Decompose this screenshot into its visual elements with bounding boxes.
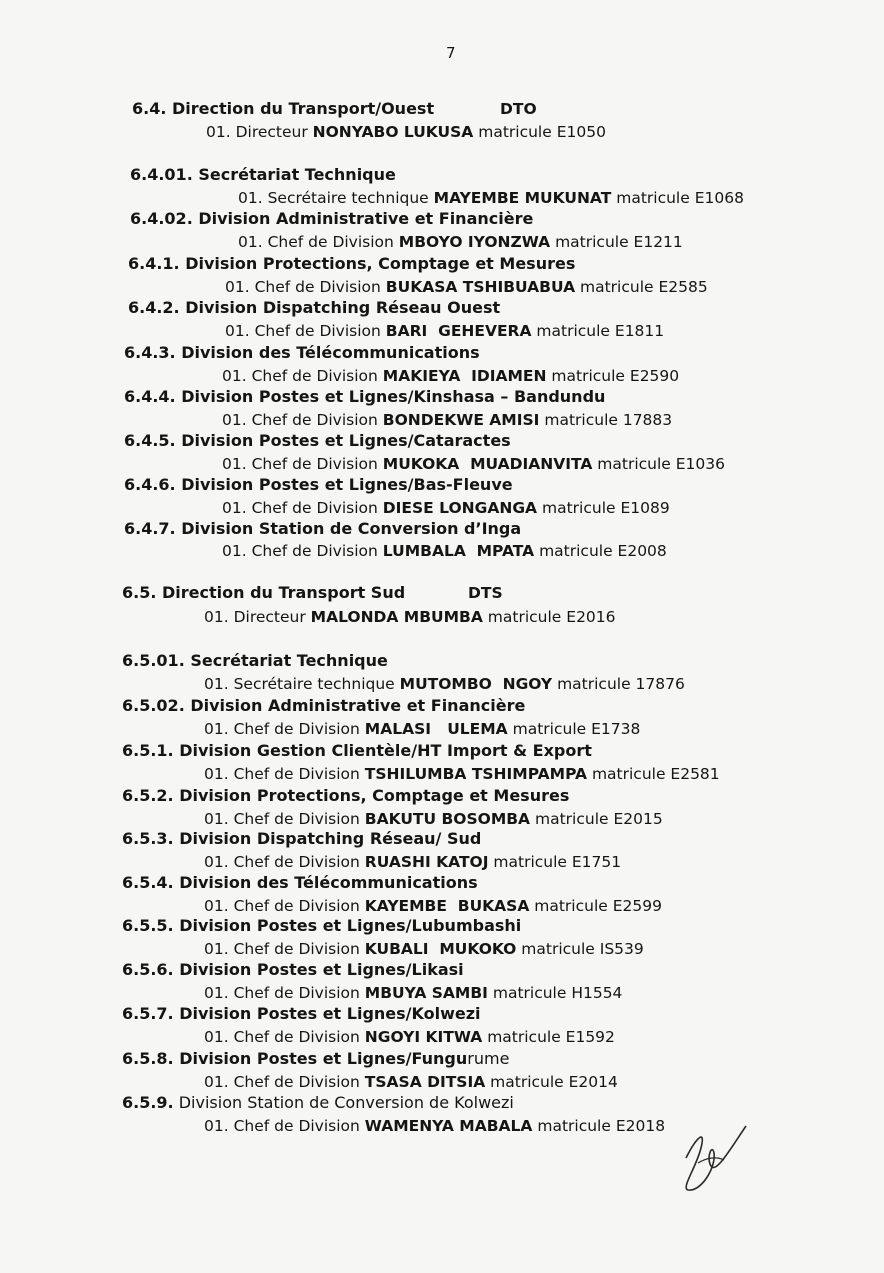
matricule: matricule E1592 [482,1028,615,1046]
role-label: 01. Chef de Division [222,367,383,385]
section-heading [122,960,464,979]
matricule: matricule E1811 [531,322,665,340]
section-title: Division Dispatching Réseau/ Sud [179,829,482,848]
section-title: Division Postes et Lignes/Bas-Fleuve [181,475,513,494]
appointment-entry [222,499,670,517]
matricule: matricule E2585 [575,278,708,296]
section-number: 6.5.4. [122,873,174,892]
role-label: 01. Directeur [204,608,311,626]
section-heading [122,1004,481,1023]
section-number: 6.5.3. [122,829,174,848]
role-label: 01. Chef de Division [225,322,386,340]
direction-abbreviation: DTS [468,584,503,602]
appointment-entry [222,367,679,385]
person-name: MUKOKA MUADIANVITA [382,455,593,473]
person-name: WAMENYA MABALA [364,1117,533,1135]
section-heading [128,298,500,317]
role-label: 01. Chef de Division [204,1028,365,1046]
appointment-entry [204,853,621,871]
appointment-entry [204,1028,615,1046]
person-name: KAYEMBE BUKASA [364,897,530,915]
section-title: Direction du Transport/Ouest [172,99,435,118]
matricule: matricule E2581 [587,765,720,783]
section-number: 6.4.02. [130,209,193,228]
role-label: 01. Chef de Division [222,542,383,560]
matricule: matricule 17883 [539,411,673,429]
role-label: 01. Chef de Division [204,720,365,738]
appointment-entry [204,675,685,693]
matricule: matricule E2014 [485,1073,618,1091]
role-label: 01. Secrétaire technique [204,675,400,693]
section-heading [122,916,521,935]
appointment-entry [222,411,672,429]
matricule: matricule E1068 [611,189,744,207]
section-number: 6.5.8. [122,1049,174,1068]
appointment-entry [204,810,663,828]
person-name: DIESE LONGANGA [382,499,538,517]
direction-abbreviation: DTO [500,100,537,118]
section-title: Secrétariat Technique [198,165,396,184]
section-heading [122,583,405,602]
section-heading [130,165,396,184]
role-label: 01. Chef de Division [204,984,365,1002]
person-name: BUKASA TSHIBUABUA [385,278,576,296]
person-name: MAYEMBE MUKUNAT [433,189,612,207]
section-title: Division Dispatching Réseau Ouest [185,298,501,317]
person-name: MBUYA SAMBI [364,984,488,1002]
matricule: matricule E2590 [546,367,680,385]
section-heading [132,99,434,118]
section-number: 6.5. [122,583,157,602]
section-title: Division des Télécommunications [181,343,480,362]
role-label: 01. Chef de Division [222,411,383,429]
appointment-entry [204,1073,618,1091]
section-title: Division Administrative et Financière [190,696,526,715]
person-name: BONDEKWE AMISI [382,411,540,429]
handwritten-signature [676,1118,756,1198]
section-title: Division Postes et Lignes/Likasi [179,960,464,979]
section-title-plain: rume [467,1049,510,1068]
role-label: 01. Chef de Division [204,897,365,915]
role-label: 01. Chef de Division [225,278,386,296]
appointment-entry [204,940,644,958]
person-name: MAKIEYA IDIAMEN [382,367,547,385]
person-name: BAKUTU BOSOMBA [364,810,531,828]
appointment-entry [204,984,622,1002]
section-number: 6.5.6. [122,960,174,979]
section-number: 6.5.01. [122,651,185,670]
section-number: 6.4. [132,99,167,118]
person-name: MALASI ULEMA [364,720,508,738]
section-title: Division Postes et Lignes/Lubumbashi [179,916,522,935]
role-label: 01. Chef de Division [204,940,365,958]
matricule: matricule E1036 [592,455,725,473]
section-number: 6.4.7. [124,519,176,538]
appointment-entry [204,1117,665,1135]
section-number: 6.5.1. [122,741,174,760]
section-title: Division Administrative et Financière [198,209,534,228]
matricule: matricule 17876 [552,675,685,693]
section-heading [128,254,575,273]
section-number: 6.4.5. [124,431,176,450]
page-number: 7 [446,44,456,62]
section-heading [124,431,511,450]
section-heading [124,475,513,494]
section-title: Division Station de Conversion d’Inga [181,519,522,538]
person-name: MUTOMBO NGOY [399,675,553,693]
person-name: KUBALI MUKOKO [364,940,517,958]
section-title: Division Postes et Lignes/Fungu [179,1049,468,1068]
section-heading [122,829,481,848]
section-heading [122,651,388,670]
matricule: matricule E2016 [482,608,616,626]
section-title: Division Protections, Comptage et Mesures [179,786,570,805]
role-label: 01. Secrétaire technique [238,189,434,207]
role-label: 01. Chef de Division [238,233,399,251]
section-number: 6.4.3. [124,343,176,362]
person-name: TSASA DITSIA [364,1073,486,1091]
matricule: matricule E1089 [537,499,670,517]
section-heading [122,873,478,892]
section-number: 6.5.9. [122,1093,174,1112]
person-name: RUASHI KATOJ [364,853,489,871]
appointment-entry [238,189,744,207]
section-title: Division Protections, Comptage et Mesures [185,254,576,273]
appointment-entry [204,720,640,738]
person-name: NONYABO LUKUSA [312,123,474,141]
section-title: Division Postes et Lignes/Cataractes [181,431,511,450]
matricule: matricule IS539 [516,940,644,958]
role-label: 01. Chef de Division [204,1117,365,1135]
matricule: matricule E1211 [550,233,683,251]
section-heading [122,741,592,760]
role-label: 01. Chef de Division [222,455,383,473]
matricule: matricule E2018 [532,1117,666,1135]
matricule: matricule E2008 [534,542,667,560]
section-title: Secrétariat Technique [190,651,388,670]
section-number: 6.4.4. [124,387,176,406]
appointment-entry [238,233,683,251]
appointment-entry [204,608,616,626]
role-label: 01. Chef de Division [204,853,365,871]
section-heading [122,1049,509,1068]
section-title: Division Postes et Lignes/Kinshasa – Bandundu [181,387,606,406]
section-number: 6.5.2. [122,786,174,805]
section-number: 6.4.6. [124,475,176,494]
appointment-entry [222,455,725,473]
appointment-entry [206,123,606,141]
appointment-entry [225,278,708,296]
section-title: Division Postes et Lignes/Kolwezi [179,1004,481,1023]
section-number: 6.4.1. [128,254,180,273]
section-number: 6.5.7. [122,1004,174,1023]
section-heading [122,786,569,805]
matricule: matricule E1050 [473,123,606,141]
role-label: 01. Chef de Division [204,765,365,783]
matricule: matricule H1554 [487,984,623,1002]
role-label: 01. Chef de Division [204,1073,365,1091]
role-label: 01. Directeur [206,123,313,141]
section-title: Division Gestion Clientèle/HT Import & Export [179,741,592,760]
role-label: 01. Chef de Division [222,499,383,517]
matricule: matricule E2599 [529,897,662,915]
person-name: TSHILUMBA TSHIMPAMPA [364,765,588,783]
person-name: MALONDA MBUMBA [310,608,483,626]
section-number: 6.5.5. [122,916,174,935]
matricule: matricule E2015 [530,810,663,828]
section-heading [124,343,480,362]
section-heading [122,696,525,715]
section-number: 6.4.2. [128,298,180,317]
person-name: BARI GEHEVERA [385,322,532,340]
section-heading [130,209,533,228]
matricule: matricule E1738 [507,720,641,738]
person-name: LUMBALA MPATA [382,542,535,560]
role-label: 01. Chef de Division [204,810,365,828]
appointment-entry [204,897,662,915]
section-title-plain: Division Station de Conversion de Kolwezi [173,1093,514,1112]
section-heading [124,387,605,406]
section-title: Division des Télécommunications [179,873,478,892]
section-heading [122,1093,514,1112]
appointment-entry [225,322,664,340]
person-name: MBOYO IYONZWA [398,233,551,251]
appointment-entry [222,542,667,560]
section-number: 6.5.02. [122,696,185,715]
section-heading [124,519,521,538]
matricule: matricule E1751 [488,853,622,871]
section-title: Direction du Transport Sud [162,583,406,602]
appointment-entry [204,765,720,783]
person-name: NGOYI KITWA [364,1028,483,1046]
section-number: 6.4.01. [130,165,193,184]
